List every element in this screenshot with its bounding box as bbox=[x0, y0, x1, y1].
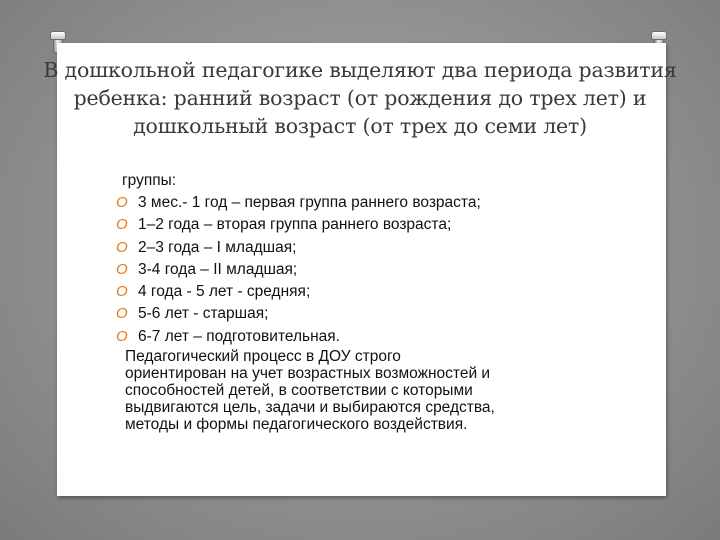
list-item bbox=[116, 326, 642, 348]
process-paragraph: Педагогический процесс в ДОУ строго ориентирован на учет возрастных возможностей и способностей детей, в соответствии с которыми выдвигаются цель, задачи и выбираются средства, методы и формы педагогического воздействия. bbox=[125, 348, 495, 434]
slide-title: В дошкольной педагогике выделяют два периода развития ребенка: ранний возраст (от рождения до трех лет) и дошкольный возраст (от трех до семи лет) bbox=[43, 58, 677, 138]
bullet-icon: O bbox=[116, 283, 128, 301]
group-text: 1–2 года – вторая группа раннего возраста; bbox=[138, 216, 452, 234]
bullet-icon: O bbox=[116, 327, 128, 345]
list-item bbox=[116, 281, 642, 303]
bullet-icon: O bbox=[116, 194, 128, 211]
list-item bbox=[116, 214, 642, 236]
bullet-icon: O bbox=[116, 216, 128, 234]
group-text: 6-7 лет – подготовительная. bbox=[138, 327, 340, 345]
bullet-icon: O bbox=[116, 305, 128, 323]
slide-body bbox=[116, 170, 642, 434]
list-item bbox=[116, 303, 642, 325]
list-item bbox=[116, 237, 642, 259]
bullet-icon: O bbox=[116, 260, 128, 278]
list-item bbox=[116, 259, 642, 281]
groups-label: группы: bbox=[122, 172, 177, 189]
list-item bbox=[116, 192, 642, 214]
group-text: 2–3 года – I младшая; bbox=[138, 238, 297, 256]
group-text: 3-4 года – II младшая; bbox=[138, 260, 298, 278]
group-text: 3 мес.- 1 год – первая группа раннего возраста; bbox=[138, 194, 481, 211]
group-text: 4 года - 5 лет - средняя; bbox=[138, 283, 311, 301]
groups-list bbox=[116, 192, 642, 348]
group-text: 5-6 лет - старшая; bbox=[138, 305, 269, 323]
bullet-icon: O bbox=[116, 238, 128, 256]
